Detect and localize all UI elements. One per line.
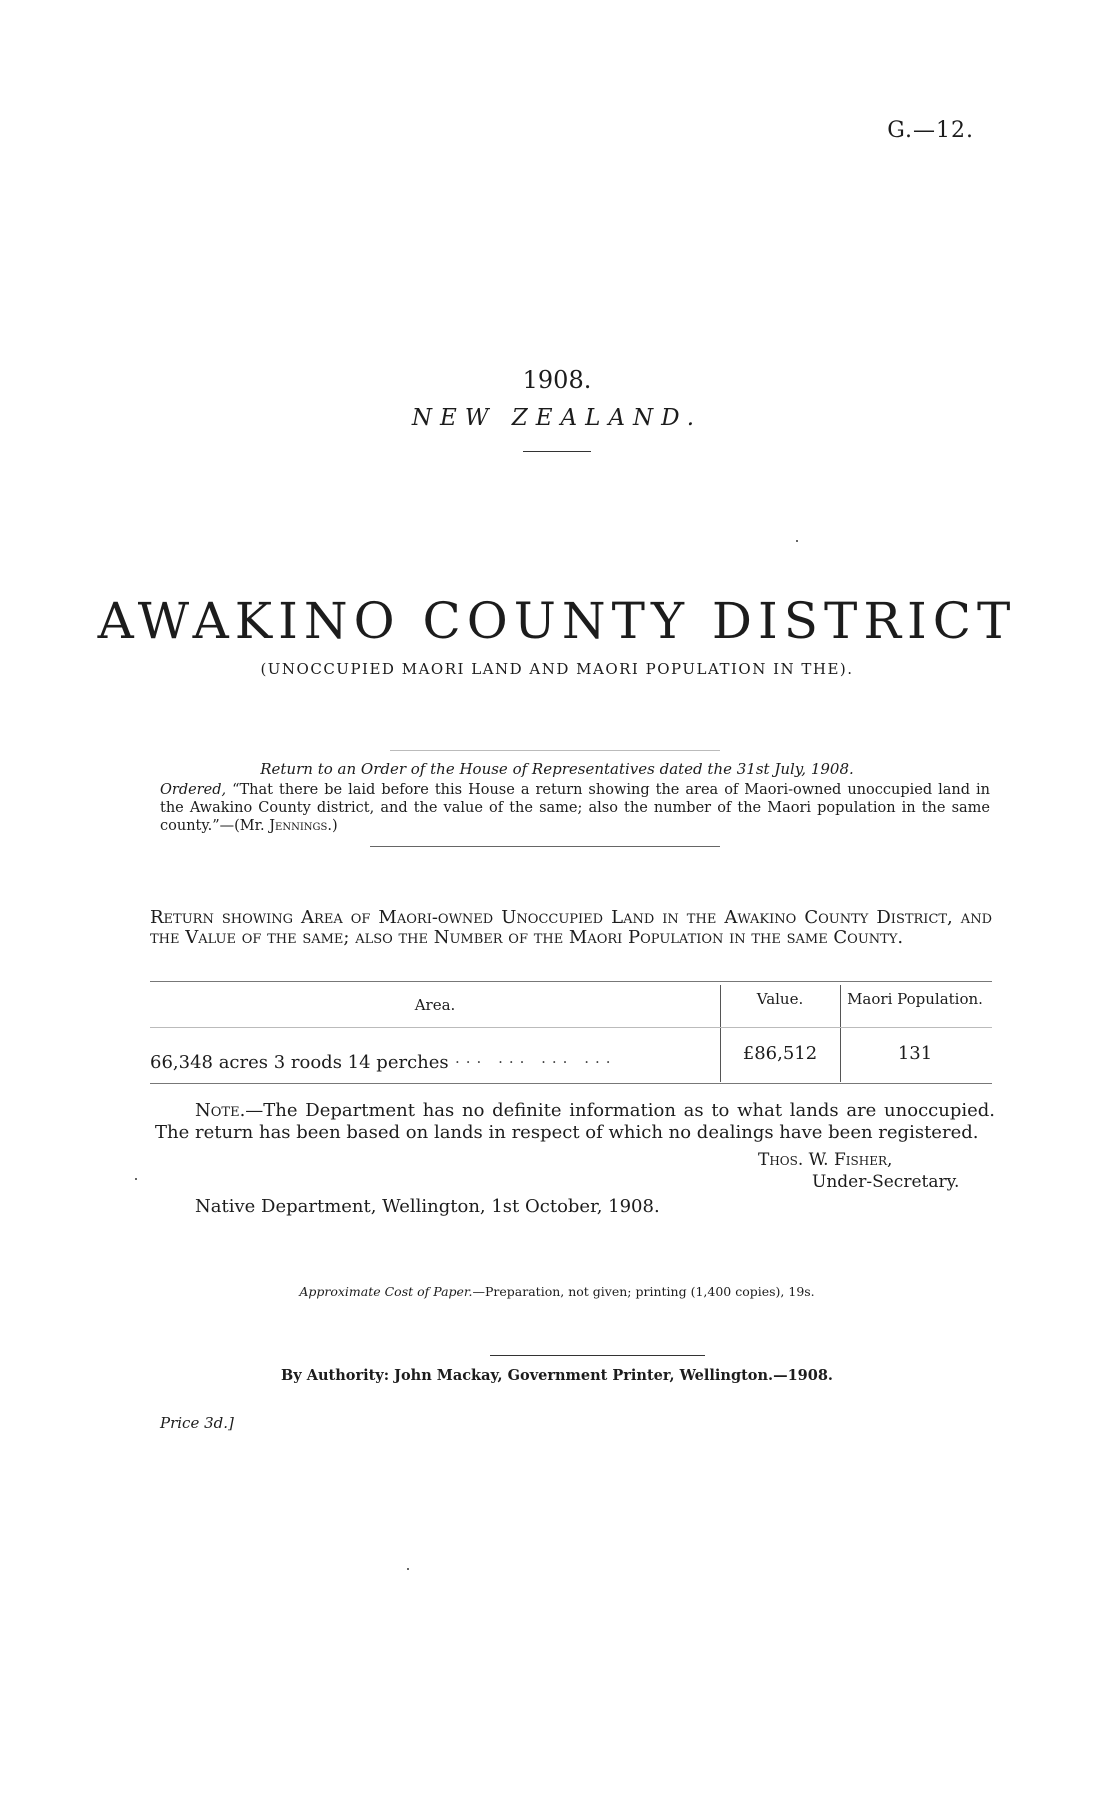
price-line: Price 3d.] (160, 1414, 234, 1432)
note-paragraph (155, 1100, 995, 1144)
return-order-line: Return to an Order of the House of Representatives dated the 31st July, 1908. (260, 760, 854, 778)
area-header: Area. (414, 996, 456, 1014)
country-heading: NEW ZEALAND. (411, 405, 703, 431)
page-reference: G.—12. (887, 118, 974, 143)
table-divider-left (720, 985, 721, 1082)
authority-line: By Authority: John Mackay, Government Printer, Wellington.—1908. (281, 1367, 833, 1384)
title-rule (390, 750, 720, 751)
value-header: Value. (756, 990, 804, 1008)
scan-speck (796, 540, 798, 542)
table-divider-right (840, 985, 841, 1082)
table-cell-value: £86,512 (742, 1043, 818, 1064)
table-header-rule (150, 1027, 992, 1028)
ordered-paragraph (160, 781, 990, 835)
document-title: AWAKINO COUNTY DISTRICT (97, 592, 1017, 650)
return-heading: Return showing Area of Maori-owned Unoccupied Land in the Awakino County District, and the Value of the same; also the Number of the Maori Population in the same County. (150, 907, 992, 948)
signatory-title: Under-Secretary. (812, 1172, 960, 1192)
population-header: Maori Population. (847, 990, 983, 1008)
order-rule (370, 846, 720, 847)
ordered-text: “That there be laid before this House a return showing the area of Maori-owned unoccupied land in the Awakino County district, and the value of the same; also the number of the Maori population in the same county.”—(Mr. (160, 782, 990, 834)
table-cell-area: 66,348 acres 3 roods 14 perches (150, 1052, 449, 1073)
dateline: Native Department, Wellington, 1st October, 1908. (195, 1196, 660, 1217)
ordered-word: Ordered, (160, 782, 227, 798)
document-subtitle: (UNOCCUPIED MAORI LAND AND MAORI POPULATION IN THE). (260, 660, 854, 678)
publication-year: 1908. (522, 366, 592, 394)
authority-rule (490, 1355, 705, 1356)
mover-name: Jennings (269, 818, 328, 834)
table-leaders: ... ... ... ... (455, 1049, 617, 1067)
cost-line (0, 1284, 1114, 1299)
note-text: —The Department has no definite information as to what lands are unoccupied. The return has been based on lands in respect of which no dealings have been registered. (155, 1100, 995, 1143)
cost-text: —Preparation, not given; printing (1,400 copies), 19s. (472, 1284, 815, 1299)
table-bottom-rule (150, 1083, 992, 1084)
scan-speck (407, 1568, 409, 1570)
masthead-rule (523, 451, 591, 452)
cost-label: Approximate Cost of Paper. (299, 1284, 473, 1299)
table-cell-population: 131 (897, 1043, 933, 1064)
signatory-name: Thos. W. Fisher, (758, 1150, 893, 1170)
ordered-closing: .) (327, 818, 338, 834)
scan-speck (135, 1178, 137, 1180)
table-top-rule (150, 981, 992, 982)
note-label: Note. (195, 1100, 246, 1121)
